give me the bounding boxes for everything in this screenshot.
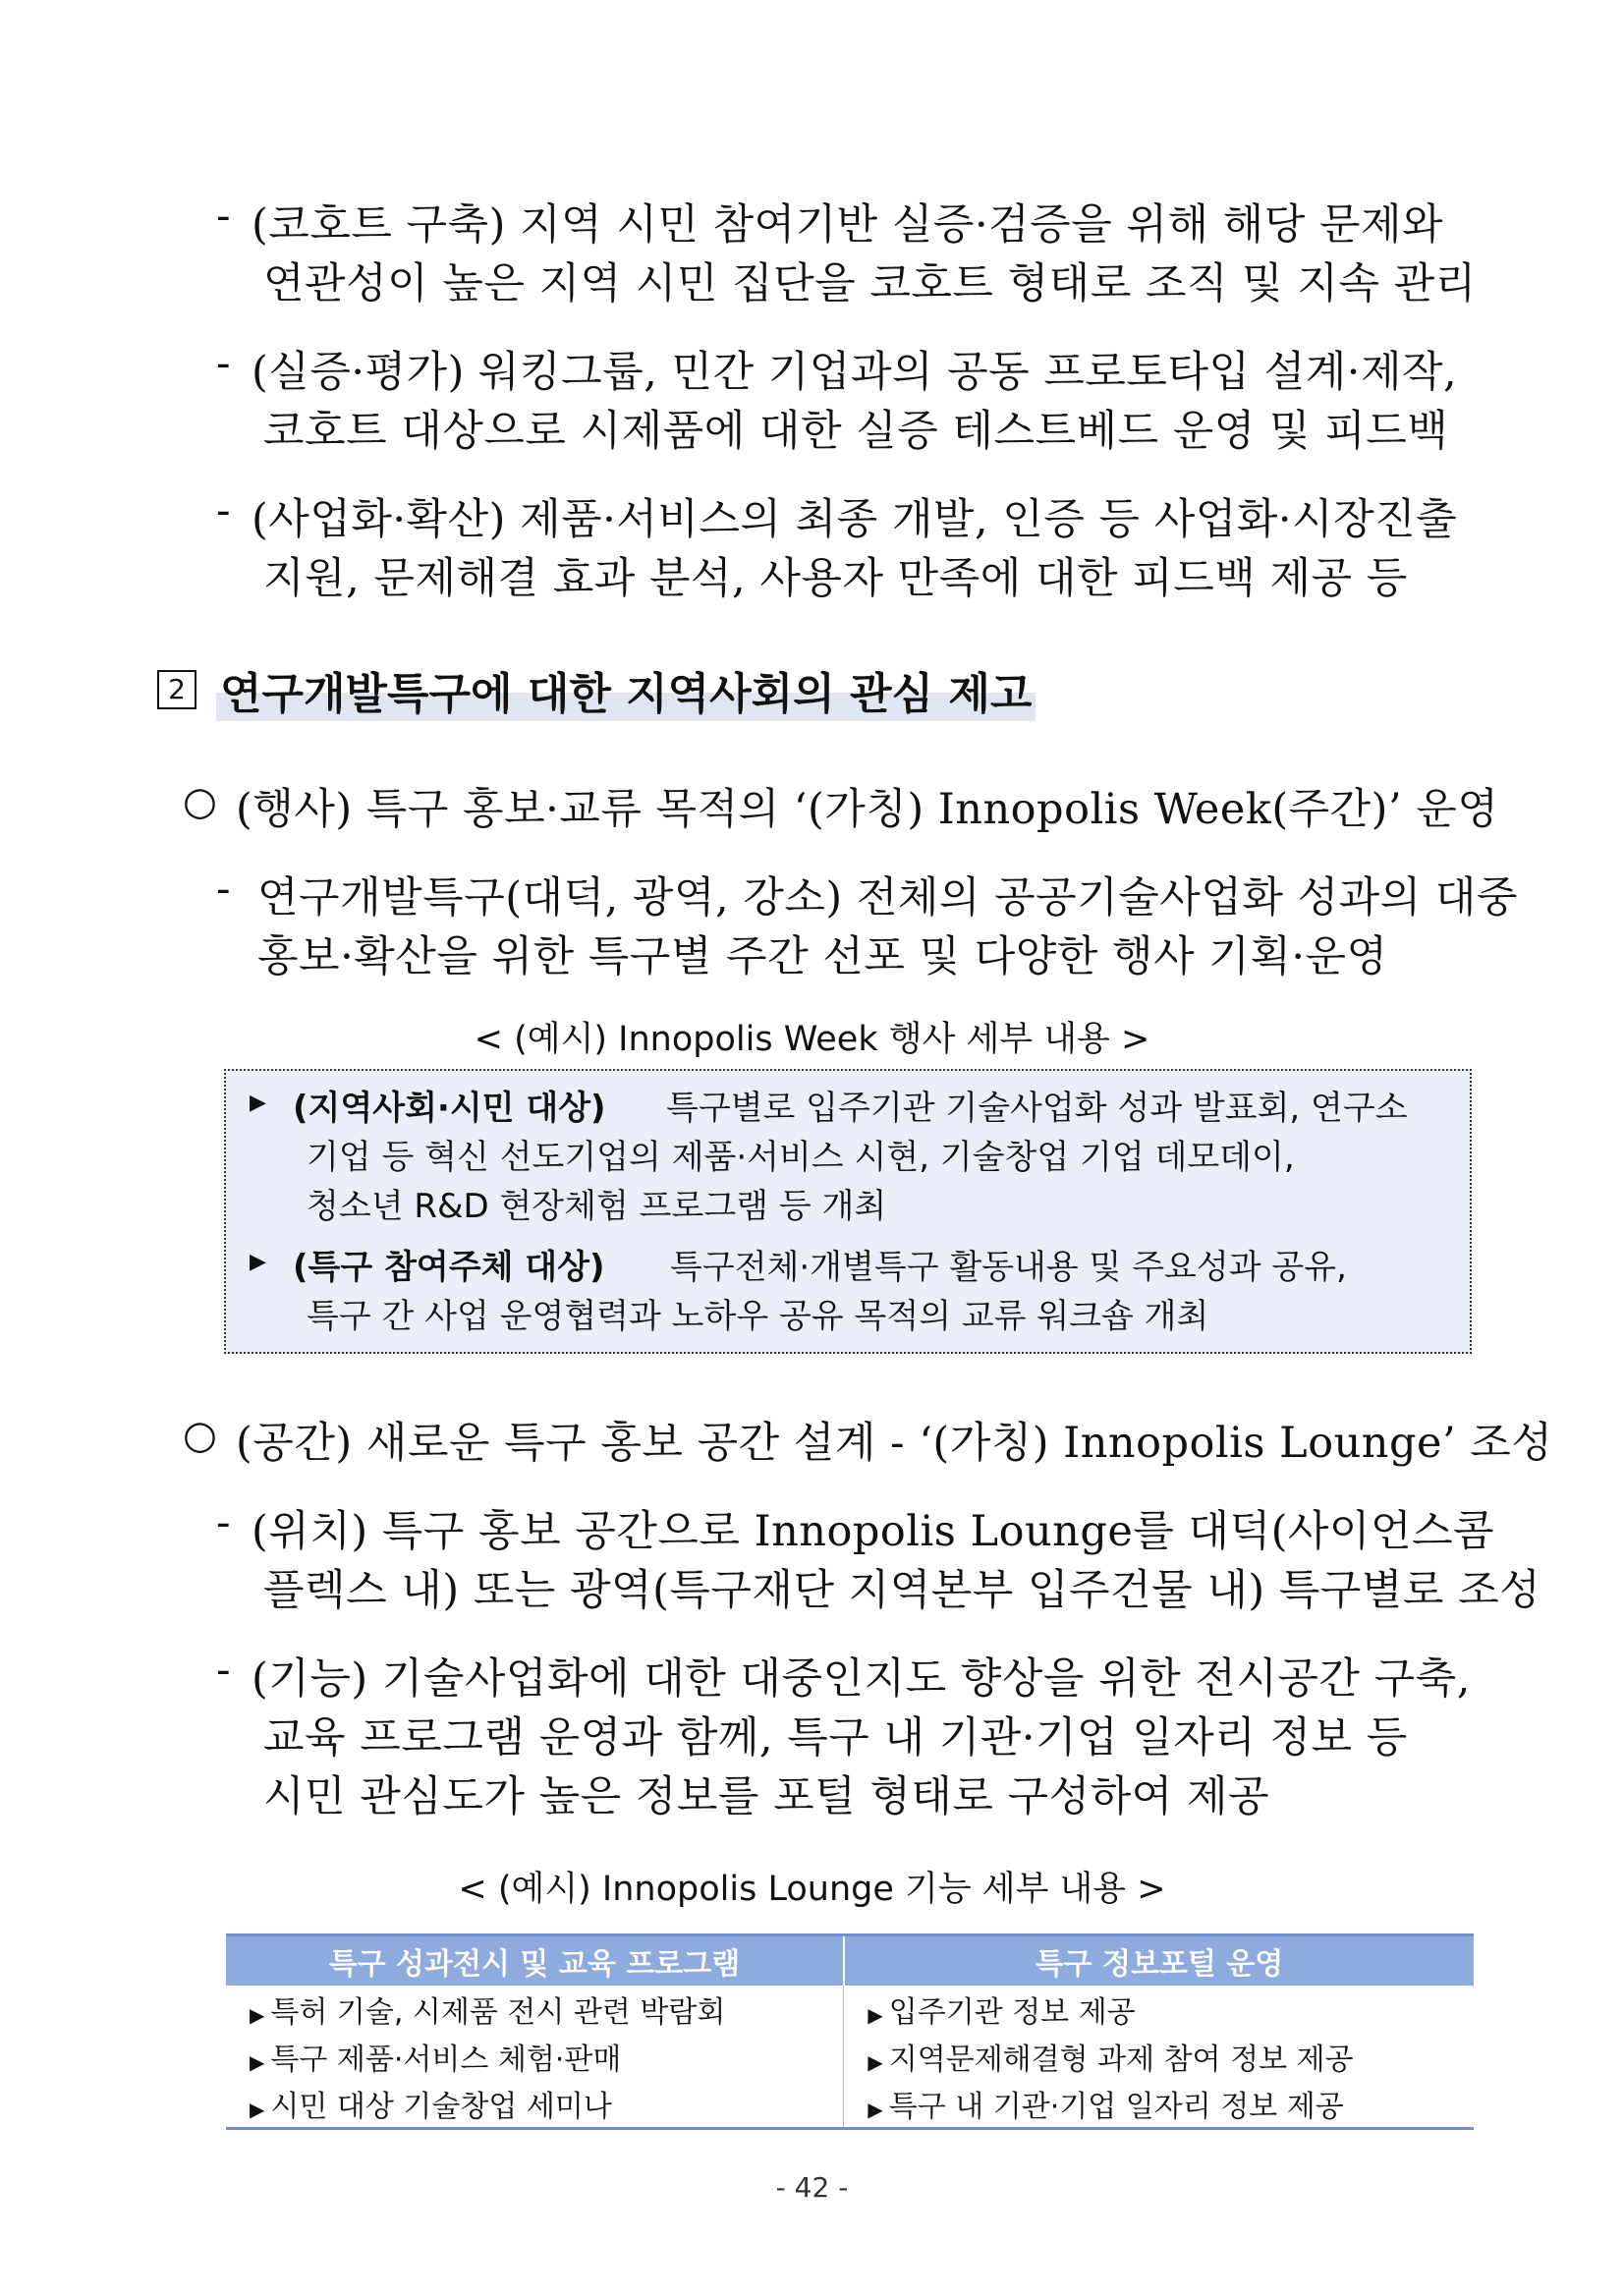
table-cell-text: 지역문제해결형 과제 참여 정보 제공 [888, 2043, 1354, 2077]
triangle-bullet-icon: ▶ [868, 2098, 883, 2121]
table-cell-text: 특허 기술, 시제품 전시 관련 박람회 [270, 1995, 726, 2030]
table-cell [844, 2080, 1474, 2129]
section-title: 연구개발특구에 대한 지역사회의 관심 제고 [216, 658, 1036, 721]
week-item-2-head: (특구 참여주체 대상) [293, 1248, 605, 1287]
table-row [226, 1986, 1474, 2033]
function-line-2: 교육 프로그램 운영과 함께, 특구 내 기관·기업 일자리 정보 등 [263, 1713, 1408, 1763]
lounge-function-table [226, 1933, 1474, 2130]
testing-line-1: (실증·평가) 워킹그룹, 민간 기업과의 공동 프로토타입 설계·제작, [252, 348, 1458, 397]
lounge-caption: < (예시) Innopolis Lounge 기능 세부 내용 > [458, 1870, 1166, 1909]
triangle-bullet-icon: ▶ [250, 2098, 265, 2121]
week-item-2-line-2: 특구 간 사업 운영협력과 노하우 공유 목적의 교류 워크숍 개최 [307, 1297, 1209, 1336]
table-row [226, 2033, 1474, 2080]
dash-marker: - [216, 192, 231, 241]
commercialization-line-2: 지원, 문제해결 효과 분석, 사용자 만족에 대한 피드백 제공 등 [263, 554, 1408, 603]
circle-bullet-icon: ○ [183, 779, 217, 824]
section-number: 2 [157, 670, 196, 709]
table-cell [226, 2033, 844, 2080]
dash-marker: - [216, 486, 231, 535]
table-header-exhibition: 특구 성과전시 및 교육 프로그램 [226, 1935, 844, 1987]
table-cell [226, 1986, 844, 2033]
page-number: - 42 - [775, 2171, 849, 2204]
circle-bullet-icon: ○ [183, 1413, 217, 1458]
triangle-bullet-icon: ▶ [868, 2003, 883, 2027]
table-cell [844, 2033, 1474, 2080]
table-row [226, 2080, 1474, 2129]
triangle-bullet-icon: ▶ [250, 1250, 266, 1274]
location-line-1: (위치) 특구 홍보 공간으로 Innopolis Lounge를 대덕(사이언스콤 [252, 1507, 1495, 1556]
dash-marker: - [216, 865, 231, 914]
week-item-2-line-1: 특구전체·개별특구 활동내용 및 주요성과 공유, [670, 1248, 1347, 1287]
week-item-1-line-2: 기업 등 혁신 선도기업의 제품·서비스 시현, 기술창업 기업 데모데이, [307, 1138, 1295, 1177]
location-line-2: 플렉스 내) 또는 광역(특구재단 지역본부 입주건물 내) 특구별로 조성 [263, 1566, 1541, 1615]
table-cell-text: 시민 대상 기술창업 세미나 [270, 2090, 612, 2124]
event-heading: (행사) 특구 홍보·교류 목적의 ‘(가칭) Innopolis Week(주간)’ 운영 [236, 785, 1499, 834]
table-cell-text: 입주기관 정보 제공 [888, 1995, 1136, 2030]
dash-marker: - [216, 339, 231, 388]
cohort-line-1: (코호트 구축) 지역 시민 참여기반 실증·검증을 위해 해당 문제와 [252, 200, 1444, 250]
dash-marker: - [216, 1498, 231, 1547]
event-detail-line-2: 홍보·확산을 위한 특구별 주간 선포 및 다양한 행사 기획·운영 [257, 932, 1388, 981]
testing-line-2: 코호트 대상으로 시제품에 대한 실증 테스트베드 운영 및 피드백 [263, 407, 1449, 456]
week-caption: < (예시) Innopolis Week 행사 세부 내용 > [474, 1020, 1150, 1059]
triangle-bullet-icon: ▶ [250, 2050, 265, 2074]
triangle-bullet-icon: ▶ [868, 2050, 883, 2074]
commercialization-line-1: (사업화·확산) 제품·서비스의 최종 개발, 인증 등 사업화·시장진출 [252, 495, 1458, 544]
table-header-portal: 특구 정보포털 운영 [844, 1935, 1474, 1987]
triangle-bullet-icon: ▶ [250, 1091, 266, 1115]
function-line-3: 시민 관심도가 높은 정보를 포털 형태로 구성하여 제공 [263, 1772, 1270, 1821]
table-cell [844, 1986, 1474, 2033]
function-line-1: (기능) 기술사업화에 대한 대중인지도 향상을 위한 전시공간 구축, [252, 1654, 1471, 1704]
space-heading: (공간) 새로운 특구 홍보 공간 설계 - ‘(가칭) Innopolis Lounge’ 조성 [236, 1419, 1553, 1468]
week-item-1-line-3: 청소년 R&D 현장체험 프로그램 등 개최 [307, 1187, 887, 1226]
table-cell-text: 특구 제품·서비스 체험·판매 [270, 2043, 622, 2077]
week-item-1-head: (지역사회·시민 대상) [293, 1089, 606, 1128]
week-item-1-line-1: 특구별로 입주기관 기술사업화 성과 발표회, 연구소 [666, 1089, 1408, 1128]
table-cell [226, 2080, 844, 2129]
cohort-line-2: 연관성이 높은 지역 시민 집단을 코호트 형태로 조직 및 지속 관리 [263, 259, 1477, 308]
week-example-box [224, 1069, 1472, 1354]
event-detail-line-1: 연구개발특구(대덕, 광역, 강소) 전체의 공공기술사업화 성과의 대중 [257, 873, 1518, 923]
section-heading [157, 658, 1036, 721]
triangle-bullet-icon: ▶ [250, 2003, 265, 2027]
dash-marker: - [216, 1646, 231, 1695]
table-cell-text: 특구 내 기관·기업 일자리 정보 제공 [888, 2090, 1344, 2124]
